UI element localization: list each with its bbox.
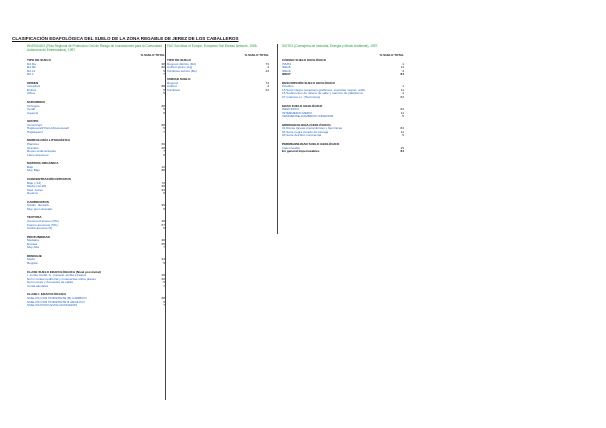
data-row: [27, 304, 165, 308]
row-label: Norm zonita mediforral y conexeritas sobre planes: [27, 277, 96, 281]
row-label: Arcillo-arenoso (5): [27, 227, 53, 231]
row-label: 06 Serie detrítico continental: [282, 134, 322, 138]
section: [27, 82, 165, 96]
source-citation: FAO Soil Atlas of Europe, European Soil Bureau Network, 1998.: [167, 44, 258, 48]
row-value: 5: [402, 114, 404, 119]
row-value: 7: [163, 283, 165, 288]
data-row: [27, 73, 165, 77]
row-value: 88: [161, 84, 165, 89]
row-value: 5: [163, 87, 165, 92]
row-label: SUELOS CON HORIZONTE B ARGILICO: [27, 300, 85, 304]
row-value: 5: [402, 133, 404, 138]
row-value: 60: [161, 276, 165, 281]
data-row: [167, 89, 269, 93]
data-row: [282, 73, 404, 77]
row-label: Franco arenosos (5%): [27, 223, 58, 227]
data-row: [27, 285, 165, 289]
row-label: zonita aluviales: [27, 284, 49, 288]
data-row: [27, 227, 165, 231]
row-label: Muy Alta: [27, 246, 39, 250]
column-fao: [167, 44, 269, 92]
data-row: [282, 115, 404, 119]
row-label: Norm rosas y Xerosoles de sallas: [27, 281, 74, 285]
data-row: [27, 208, 165, 212]
row-label: Llano aluviones: [27, 153, 49, 157]
section: [27, 162, 165, 173]
row-label: Neutros: [27, 192, 38, 196]
section-heading: TIPO DE SUELO: [27, 58, 51, 62]
row-label: Xeralf: [27, 108, 36, 112]
row-value: 93: [161, 187, 165, 192]
row-label: Arenoso-franceso (5%): [27, 220, 59, 224]
row-label: Mediana: [27, 239, 39, 243]
row-label: 15 Serie Negra (esquistos grafitosos, cuarcitas negras, anfib.: [282, 88, 366, 92]
row-value: 84: [400, 149, 404, 154]
row-value: 4: [267, 84, 269, 89]
row-value: 11: [400, 110, 404, 115]
row-label: 16 Sedimentos de relleno de valle y marinos de plataforma: [282, 92, 363, 96]
row-value: 88: [161, 103, 165, 108]
row-label: Muy poco descarb.: [27, 207, 54, 211]
data-row: [167, 70, 269, 74]
section-heading: CLASE SUELO EDAFOLÓGGICA (Nivel provincial): [27, 269, 101, 274]
row-label: Bajo (<12): [27, 181, 42, 185]
column-invencaex: [27, 44, 165, 308]
section: [27, 178, 165, 196]
section-heading: CONCENTRACIÓN NITRATOS: [27, 176, 71, 181]
row-value: 65: [161, 241, 165, 246]
row-value: 93: [161, 257, 165, 262]
row-value: 84: [400, 126, 404, 131]
row-value: 28: [161, 61, 165, 66]
section-heading: DRENAJE: [27, 253, 42, 258]
row-value: 23: [265, 68, 269, 73]
page-title: CLASIFICACIÓN EDAFOLÓGICA DEL SUELO DE LA ZONA REGABLE DE JEREZ DE LOS CABALLEROS: [12, 36, 239, 41]
column-divider: [277, 44, 278, 234]
row-label: INTERMEDIO MEDIO: [282, 111, 313, 115]
row-value: 11: [400, 65, 404, 70]
section-heading: GRUPO: [27, 119, 39, 124]
row-value: 5: [163, 110, 165, 115]
row-label: RA Rb: [27, 66, 36, 70]
source-citation: SIXTEX (Consejería de Industria, Energía y Medio Ambiente), 1997.: [282, 44, 379, 48]
row-value: 73: [265, 80, 269, 85]
row-value: 7: [163, 245, 165, 250]
section-heading: UNIDAD SUELO: [167, 77, 191, 82]
row-label: 01 Rocas ígneas precámbricas y hercínicas: [282, 127, 343, 131]
section-heading: ORDEN: [27, 80, 39, 85]
section: [282, 124, 404, 138]
row-label: IDE07: [282, 73, 291, 77]
row-value: 5: [163, 191, 165, 196]
row-label: Anthrol gleico (Ag): [167, 66, 193, 70]
section: [27, 293, 165, 307]
section: [27, 271, 165, 289]
row-label: Muy Bajo: [27, 169, 40, 173]
row-value: 4: [402, 68, 404, 73]
row-value: 7: [163, 149, 165, 154]
row-value: 84: [400, 72, 404, 77]
row-value: 7: [163, 72, 165, 77]
row-label: SUELOS POCO EVOLUCIONADOS: [27, 304, 78, 308]
section: [27, 139, 165, 157]
row-value: 28: [161, 145, 165, 150]
section-heading: MATERIA ORGÁNICA: [27, 161, 59, 166]
section-heading: HIDROGEOLOGÍA (GEOLÓGICO): [282, 122, 331, 127]
row-value: 28: [161, 273, 165, 278]
row-value: 72: [161, 180, 165, 185]
row-label: Xerochrept: [27, 123, 43, 127]
row-label: 04 Serie negra (Grado de Azuaga: [282, 130, 329, 134]
column-sixtex: [282, 44, 404, 154]
row-value: 7: [163, 303, 165, 308]
row-value: 12: [161, 164, 165, 169]
row-label: Cambisol: [167, 88, 180, 92]
row-label: RA Ra: [27, 62, 36, 66]
data-row: [27, 262, 165, 266]
row-label: Inceptisol: [27, 85, 41, 89]
row-label: Impermeable: [282, 146, 301, 150]
section: [282, 82, 404, 100]
row-value: 28: [161, 219, 165, 224]
section-heading: TEXTURA: [27, 215, 42, 220]
row-label: IDE15: [282, 66, 291, 70]
section: [282, 59, 404, 77]
row-value: 7: [163, 129, 165, 134]
data-row: [27, 154, 165, 158]
row-label: Regosol: [167, 81, 179, 85]
section: [282, 143, 404, 154]
row-value: 60: [161, 142, 165, 147]
section: [27, 59, 165, 77]
data-row: [282, 150, 404, 154]
column-header: % SUELO TOTAL: [244, 53, 269, 57]
row-value: 95: [161, 203, 165, 208]
section-heading: PERMEABILIDAD SUELO GEOLÓGICO: [282, 142, 340, 147]
row-label: I. zonita medtil. G. (mineral, arcilla a bastos: [27, 274, 87, 278]
row-value: 5: [163, 126, 165, 131]
row-value: 5: [163, 91, 165, 96]
row-label: RA 11: [27, 69, 36, 73]
section-heading: CARBONATOS: [27, 199, 49, 204]
row-label: Medio (12-20): [27, 185, 47, 189]
row-value: 5: [163, 261, 165, 266]
data-row: [282, 96, 404, 100]
row-label: En general Impermeables: [282, 150, 320, 154]
row-value: 4: [402, 91, 404, 96]
row-label: Totalm. descarb.: [27, 204, 50, 208]
row-label: Granitos: [27, 146, 39, 150]
data-row: [27, 112, 165, 116]
row-label: Aquents: [27, 111, 39, 115]
row-value: 11: [400, 87, 404, 92]
column-header: % SUELO TOTAL: [140, 53, 165, 57]
section: [27, 120, 165, 134]
row-value: 84: [400, 95, 404, 100]
row-label: Mod. Activo: [27, 188, 43, 192]
section-heading: MORFOLOGÍA LITOGRÁFICA: [27, 138, 71, 143]
row-label: Medio: [27, 258, 36, 262]
row-value: 1: [402, 84, 404, 89]
row-value: 84: [400, 107, 404, 112]
row-label: SUELOS CON HORIZONTE (B) CAMBICO: [27, 296, 87, 300]
row-value: 15: [400, 145, 404, 150]
row-value: 88: [161, 122, 165, 127]
column-header: % SUELO TOTAL: [379, 53, 404, 57]
section-heading: DESCRIPCIÓN SUELO GEOLÓGICO: [282, 80, 335, 85]
section: [27, 255, 165, 266]
data-row: [27, 92, 165, 96]
row-value: 28: [161, 184, 165, 189]
row-value: 60: [161, 65, 165, 70]
section: [27, 101, 165, 115]
section: [167, 78, 269, 92]
row-label: Bajo: [27, 165, 34, 169]
section-heading: PROFUNDIDAD: [27, 234, 50, 239]
row-value: 11: [400, 129, 404, 134]
data-row: [282, 134, 404, 138]
section-heading: TIPO DE SUELO: [167, 58, 191, 62]
column-divider: [165, 44, 166, 400]
row-value: 5: [163, 280, 165, 285]
row-value: 5: [163, 206, 165, 211]
row-label: Ochrepts: [27, 104, 40, 108]
row-value: 1: [402, 61, 404, 66]
row-label: Haplaquent: [27, 130, 43, 134]
row-label: ISSH4: [282, 62, 291, 66]
section-heading: EDAD SUELO GEOLÓGICO: [282, 103, 323, 108]
row-label: Cambisol eutrico (Be): [167, 69, 197, 73]
row-label: Escasa: [27, 242, 38, 246]
row-label: Regosol districo (Rd): [167, 62, 196, 66]
row-value: 23: [265, 87, 269, 92]
row-value: 5: [163, 68, 165, 73]
section-heading: CÓDIGO SUELO GEOLÓGICO: [282, 58, 327, 62]
data-row: [27, 131, 165, 135]
row-label: Ortolitos: [282, 85, 294, 89]
row-value: 28: [161, 238, 165, 243]
row-value: 5: [163, 107, 165, 112]
data-row: [27, 192, 165, 196]
row-value: 88: [161, 295, 165, 300]
section: [282, 105, 404, 119]
row-label: Alfisol: [27, 92, 36, 96]
row-label: Haploxeralf/ Palo Micarocexalf: [27, 127, 69, 131]
source-citation: INVENCAEX (Plan Regional de Protección Civil de Riesgo de Inundaciones para la Comunidad Autónoma de Extremadura), 1997.: [27, 44, 162, 52]
row-value: 67: [161, 222, 165, 227]
row-label: RA 1: [27, 73, 34, 77]
section-heading: CLASE I. EDAFOLÓGGICA: [27, 292, 67, 297]
section: [27, 216, 165, 230]
row-value: 5: [163, 226, 165, 231]
row-label: Anthrol: [167, 85, 177, 89]
row-label: IDE16: [282, 69, 291, 73]
section: [27, 236, 165, 250]
row-label: Entisol: [27, 88, 37, 92]
row-value: 4: [267, 65, 269, 70]
data-row: [27, 169, 165, 173]
row-value: 5: [163, 152, 165, 157]
row-value: 5: [163, 299, 165, 304]
row-label: 07 Granitos s.l. (Hercínicos): [282, 96, 321, 100]
section-heading: SUBORDEN: [27, 100, 45, 105]
row-value: 73: [265, 61, 269, 66]
row-label: HERCÍNICO: [282, 108, 300, 112]
row-label: Planicies: [27, 143, 40, 147]
row-label: Regular: [27, 262, 38, 266]
row-label: Rocas sedimentarias: [27, 150, 56, 154]
row-value: 88: [161, 168, 165, 173]
data-row: [27, 246, 165, 250]
section: [167, 59, 269, 73]
row-label: VENDIENSE-CAMBRICO INFERIOR: [282, 115, 334, 119]
section: [27, 201, 165, 212]
